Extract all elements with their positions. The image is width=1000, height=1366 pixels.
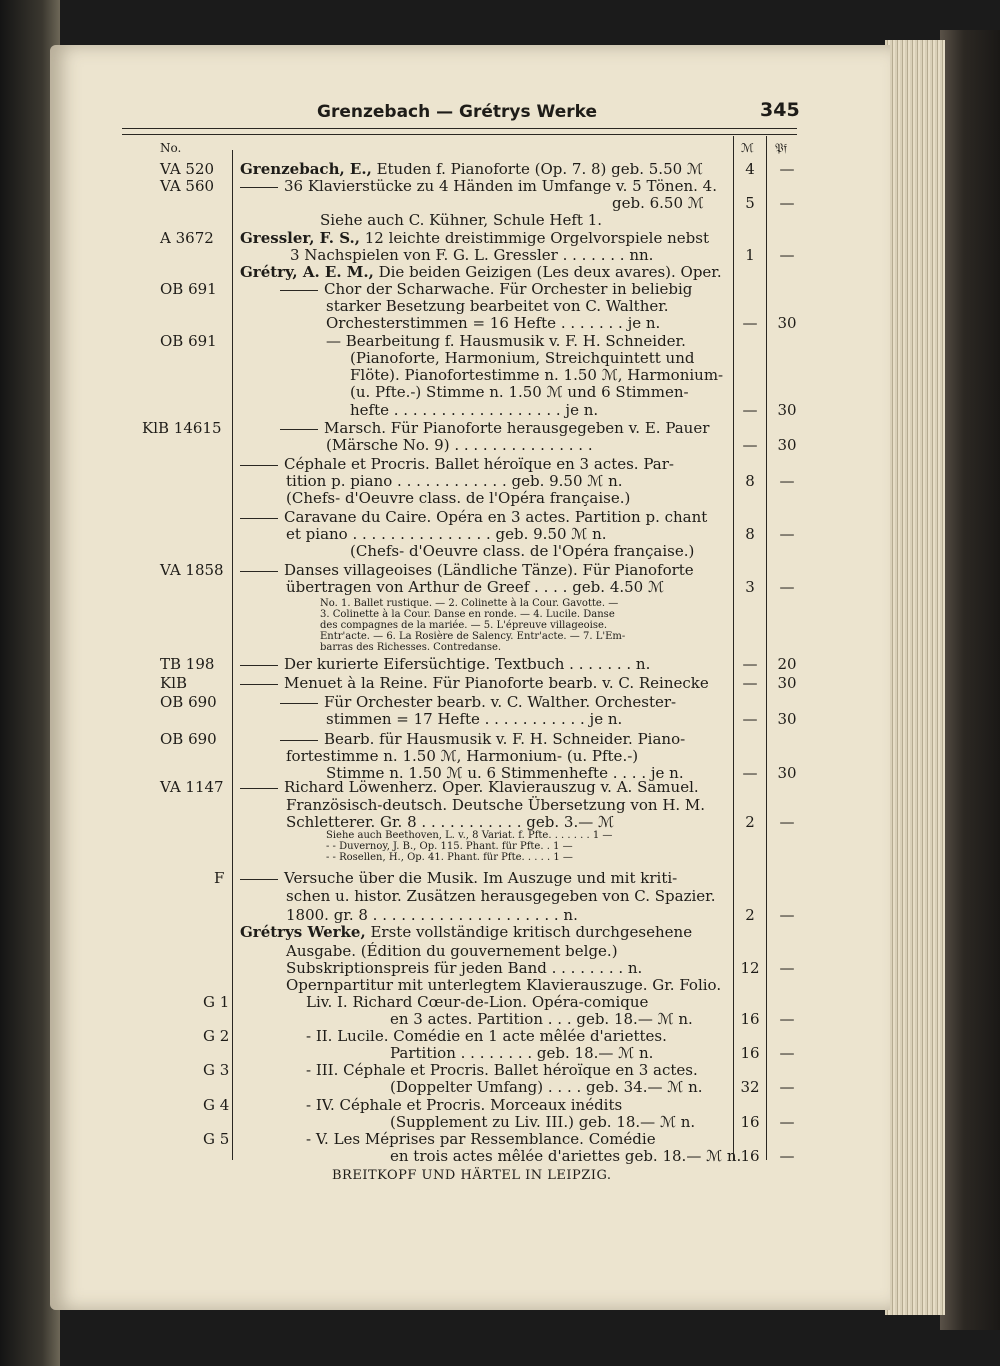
ditto-dash: [240, 879, 278, 880]
entry-line: [286, 814, 614, 830]
catalog-number: OB 690: [160, 730, 217, 748]
entry-line: [240, 456, 674, 472]
entry-text: - V. Les Méprises par Ressemblance. Comédie: [306, 1130, 656, 1148]
entry-line: [240, 281, 692, 297]
entry-text: Céphale et Procris. Ballet héroïque en 3 actes. Par-: [284, 455, 674, 473]
entry-line: [320, 212, 602, 228]
entry-text: - IV. Céphale et Procris. Morceaux inédits: [306, 1096, 623, 1114]
price-pf: —: [779, 1010, 795, 1028]
entry-line: [390, 1011, 693, 1027]
column-head-pf: 𝔓𝔣: [775, 141, 788, 155]
entry-text: en 3 actes. Partition . . . geb. 18.— ℳ n.: [390, 1010, 693, 1028]
entry-text: - - Rosellen, H., Op. 41. Phant. für Pfte. . . . . 1 —: [326, 852, 573, 863]
entry-line: [390, 1079, 703, 1095]
entry-text: Entr'acte. — 6. La Rosière de Salency. Entr'acte. — 7. L'Em-: [320, 631, 626, 642]
entry-text: übertragen von Arthur de Greef . . . . geb. 4.50 ℳ: [286, 578, 665, 596]
price-mark: 5: [745, 194, 755, 212]
entry-text: — Bearbeitung f. Hausmusik v. F. H. Schneider.: [326, 332, 686, 350]
entry-text: Partition . . . . . . . . geb. 18.— ℳ n.: [390, 1044, 654, 1062]
page-number: 345: [760, 99, 800, 121]
entry-text: Subskriptionspreis für jeden Band . . . . . . . . n.: [286, 959, 643, 977]
entry-line: [240, 178, 717, 194]
entry-line: [390, 1045, 653, 1061]
entry-text: Richard Löwenherz. Oper. Klavierauszug v. A. Samuel.: [284, 778, 699, 796]
entry-line: [390, 1148, 741, 1164]
entry-line: [240, 264, 722, 280]
entry-text: hefte . . . . . . . . . . . . . . . . . . je n.: [350, 401, 599, 419]
ditto-dash: [280, 740, 318, 741]
catalog-number: OB 690: [160, 693, 217, 711]
entry-text: schen u. histor. Zusätzen herausgegeben von C. Spazier.: [286, 887, 716, 905]
entry-text: 36 Klavierstücke zu 4 Händen im Umfange v. 5 Tönen. 4.: [284, 177, 717, 195]
entry-text: - - Duvernoy, J. B., Op. 115. Phant. für Pfte. . 1 —: [326, 841, 573, 852]
entry-text-with-heading: Grétrys Werke, Erste vollständige kritisch durchgesehene: [240, 923, 693, 941]
price-pf: —: [779, 813, 795, 831]
entry-line: [350, 543, 694, 559]
header-rule-top: [122, 128, 797, 129]
entry-text: Französisch-deutsch. Deutsche Übersetzung von H. M.: [286, 796, 706, 814]
entry-line: [240, 509, 707, 525]
price-pf: —: [779, 1113, 795, 1131]
entry-line: [240, 420, 709, 436]
entry-line: [286, 797, 705, 813]
entry-line: [240, 694, 676, 710]
price-pf: —: [779, 194, 795, 212]
entry-text: 3. Colinette à la Cour. Danse en ronde. — 4. Lucile. Danse: [320, 609, 615, 620]
ditto-dash: [240, 684, 278, 685]
price-mark: 32: [740, 1078, 760, 1096]
price-pf: —: [779, 246, 795, 264]
entry-line: [286, 579, 664, 595]
entry-text: stimmen = 17 Hefte . . . . . . . . . . . je n.: [326, 710, 623, 728]
price-pf: 30: [777, 764, 797, 782]
catalog-number: G 1: [203, 993, 230, 1011]
catalog-number: G 2: [203, 1027, 230, 1045]
price-pf: —: [779, 959, 795, 977]
price-pf: —: [779, 160, 795, 178]
entry-line: [326, 852, 573, 863]
entry-text: Ausgabe. (Édition du gouvernement belge.): [286, 942, 618, 960]
column-head-no: No.: [160, 141, 182, 155]
column-rule-pf: [766, 136, 767, 1160]
price-mark: 16: [740, 1147, 760, 1165]
catalog-number: A 3672: [160, 229, 214, 247]
price-mark: 8: [745, 472, 755, 490]
entry-text-with-heading: Gressler, F. S., 12 leichte dreistimmige Orgelvorspiele nebst: [240, 229, 709, 247]
entry-text-with-heading: Grenzebach, E., Etuden f. Pianoforte (Op. 7. 8) geb. 5.50 ℳ: [240, 160, 703, 178]
price-mark: 16: [740, 1010, 760, 1028]
entry-line: [390, 1114, 695, 1130]
price-mark: —: [742, 764, 758, 782]
entry-text: Danses villageoises (Ländliche Tänze). Für Pianoforte: [284, 561, 694, 579]
entry-text: fortestimme n. 1.50 ℳ, Harmonium- (u. Pfte.-): [286, 747, 639, 765]
ditto-dash: [240, 518, 278, 519]
column-rule-mark: [733, 136, 734, 1160]
entry-text: Siehe auch C. Kühner, Schule Heft 1.: [320, 211, 603, 229]
entry-line: [350, 350, 694, 366]
entry-text: tition p. piano . . . . . . . . . . . . geb. 9.50 ℳ n.: [286, 472, 623, 490]
ditto-dash: [280, 290, 318, 291]
entry-text: starker Besetzung bearbeitet von C. Walther.: [326, 297, 669, 315]
entry-line: [240, 870, 677, 886]
entry-line: [306, 1028, 667, 1044]
entry-line: [306, 1097, 622, 1113]
entry-line: [326, 298, 669, 314]
entry-text: Für Orchester bearb. v. C. Walther. Orchester-: [324, 693, 677, 711]
entry-line: [286, 526, 607, 542]
entry-text: (Doppelter Umfang) . . . . geb. 34.— ℳ n.: [390, 1078, 703, 1096]
price-mark: —: [742, 674, 758, 692]
entry-text: et piano . . . . . . . . . . . . . . . geb. 9.50 ℳ n.: [286, 525, 607, 543]
entry-line: [240, 779, 699, 795]
catalog-number: OB 691: [160, 332, 217, 350]
entry-line: [290, 247, 653, 263]
price-pf: —: [779, 1044, 795, 1062]
header-rule-bottom: [122, 134, 797, 135]
entry-line: [240, 675, 709, 691]
price-mark: 2: [745, 813, 755, 831]
entry-line: [326, 333, 686, 349]
entry-line: [240, 656, 650, 672]
catalog-number: F: [214, 869, 225, 887]
entry-text: (Märsche No. 9) . . . . . . . . . . . . . . .: [326, 436, 593, 454]
entry-line: [350, 367, 723, 383]
price-mark: 1: [745, 246, 755, 264]
entry-line: [240, 731, 685, 747]
entry-text: Versuche über die Musik. Im Auszuge und mit kriti-: [284, 869, 678, 887]
page-stack-edges: [885, 40, 945, 1315]
ditto-dash: [280, 703, 318, 704]
price-pf: —: [779, 1078, 795, 1096]
catalog-number: KlB 14615: [142, 419, 222, 437]
entry-text: Caravane du Caire. Opéra en 3 actes. Partition p. chant: [284, 508, 708, 526]
entry-text: Opernpartitur mit unterlegtem Klavierauszuge. Gr. Folio.: [286, 976, 722, 994]
entry-line: [350, 402, 598, 418]
entry-text: Siehe auch Beethoven, L. v., 8 Variat. f. Pfte. . . . . . . 1 —: [326, 830, 613, 841]
entry-line: [320, 642, 501, 653]
entry-line: [326, 437, 593, 453]
entry-line: [320, 598, 618, 609]
page-header-title: Grenzebach — Grétrys Werke: [317, 102, 597, 122]
entry-text: Flöte). Pianofortestimme n. 1.50 ℳ, Harmonium-: [350, 366, 724, 384]
entry-line: [306, 1131, 656, 1147]
price-pf: —: [779, 525, 795, 543]
price-pf: 30: [777, 710, 797, 728]
entry-text: Bearb. für Hausmusik v. F. H. Schneider. Piano-: [324, 730, 686, 748]
entry-text-with-heading: Grétry, A. E. M., Die beiden Geizigen (Les deux avares). Oper.: [240, 263, 722, 281]
entry-text: 3 Nachspielen von F. G. L. Gressler . . . . . . . nn.: [290, 246, 654, 264]
price-mark: 2: [745, 906, 755, 924]
ditto-dash: [240, 571, 278, 572]
entry-line: [306, 994, 648, 1010]
entry-text: (Chefs- d'Oeuvre class. de l'Opéra française.): [286, 489, 631, 507]
entry-text: barras des Richesses. Contredanse.: [320, 642, 502, 653]
entry-line: [326, 315, 660, 331]
publisher-footer: BREITKOPF UND HÄRTEL IN LEIPZIG.: [332, 1168, 612, 1183]
entry-line: [240, 161, 703, 177]
entry-text: Liv. I. Richard Cœur-de-Lion. Opéra-comique: [306, 993, 649, 1011]
price-mark: 16: [740, 1113, 760, 1131]
entry-text: Stimme n. 1.50 ℳ u. 6 Stimmenhefte . . . . je n.: [326, 764, 684, 782]
entry-text: en trois actes mêlée d'ariettes geb. 18.— ℳ n.: [390, 1147, 742, 1165]
entry-text: geb. 6.50 ℳ: [612, 194, 704, 212]
entry-line: [350, 384, 689, 400]
price-mark: 4: [745, 160, 755, 178]
entry-line: [326, 711, 622, 727]
entry-line: [306, 1062, 698, 1078]
entry-line: [240, 230, 709, 246]
price-mark: —: [742, 401, 758, 419]
price-mark: 16: [740, 1044, 760, 1062]
book-cover-edge: [940, 30, 1000, 1330]
ditto-dash: [280, 429, 318, 430]
price-mark: 8: [745, 525, 755, 543]
price-pf: —: [779, 1147, 795, 1165]
column-head-mark: ℳ: [741, 141, 754, 155]
catalog-number: G 5: [203, 1130, 230, 1148]
entry-line: [326, 830, 612, 841]
entry-line: [320, 609, 615, 620]
price-pf: —: [779, 578, 795, 596]
catalog-number: VA 520: [160, 160, 215, 178]
entry-text: - III. Céphale et Procris. Ballet héroïque en 3 actes.: [306, 1061, 698, 1079]
entry-text: des compagnes de la mariée. — 5. L'épreuve villageoise.: [320, 620, 608, 631]
entry-text: Der kurierte Eifersüchtige. Textbuch . . . . . . . n.: [284, 655, 651, 673]
entry-text: (Chefs- d'Oeuvre class. de l'Opéra française.): [350, 542, 695, 560]
catalog-number: OB 691: [160, 280, 217, 298]
entry-text: (u. Pfte.-) Stimme n. 1.50 ℳ und 6 Stimmen-: [350, 383, 689, 401]
entry-line: [286, 888, 715, 904]
entry-line: [326, 841, 573, 852]
entry-line: [286, 473, 623, 489]
price-pf: 20: [777, 655, 797, 673]
entry-line: [612, 195, 704, 211]
price-mark: 3: [745, 578, 755, 596]
price-mark: —: [742, 710, 758, 728]
price-pf: —: [779, 472, 795, 490]
entry-line: [286, 490, 630, 506]
catalog-number: G 4: [203, 1096, 230, 1114]
entry-line: [286, 960, 642, 976]
catalog-number: G 3: [203, 1061, 230, 1079]
entry-text: Orchesterstimmen = 16 Hefte . . . . . . . je n.: [326, 314, 661, 332]
entry-text: (Supplement zu Liv. III.) geb. 18.— ℳ n.: [390, 1113, 696, 1131]
entry-text: Menuet à la Reine. Für Pianoforte bearb. v. C. Reinecke: [284, 674, 709, 692]
entry-line: [240, 562, 694, 578]
ditto-dash: [240, 665, 278, 666]
price-mark: —: [742, 436, 758, 454]
price-pf: —: [779, 906, 795, 924]
ditto-dash: [240, 465, 278, 466]
entry-text: No. 1. Ballet rustique. — 2. Colinette à la Cour. Gavotte. —: [320, 598, 619, 609]
price-pf: 30: [777, 436, 797, 454]
price-pf: 30: [777, 401, 797, 419]
price-pf: 30: [777, 674, 797, 692]
catalog-number: VA 1147: [160, 778, 224, 796]
price-mark: —: [742, 655, 758, 673]
entry-text: - II. Lucile. Comédie en 1 acte mêlée d'ariettes.: [306, 1027, 667, 1045]
ditto-dash: [240, 187, 278, 188]
ditto-dash: [240, 788, 278, 789]
entry-line: [320, 620, 607, 631]
entry-text: Marsch. Für Pianoforte herausgegeben v. E. Pauer: [324, 419, 710, 437]
entry-text: 1800. gr. 8 . . . . . . . . . . . . . . . . . . . . n.: [286, 906, 578, 924]
entry-line: [286, 907, 578, 923]
entry-line: [320, 631, 625, 642]
price-mark: 12: [740, 959, 760, 977]
entry-text: Schletterer. Gr. 8 . . . . . . . . . . . geb. 3.— ℳ: [286, 813, 615, 831]
catalog-number: VA 560: [160, 177, 215, 195]
catalog-number: TB 198: [160, 655, 215, 673]
catalog-number: KlB: [160, 674, 188, 692]
entry-text: (Pianoforte, Harmonium, Streichquintett und: [350, 349, 695, 367]
price-pf: 30: [777, 314, 797, 332]
column-rule-left: [232, 150, 233, 1160]
entry-line: [286, 977, 721, 993]
entry-line: [286, 943, 618, 959]
entry-line: [240, 924, 692, 940]
catalog-number: VA 1858: [160, 561, 224, 579]
price-mark: —: [742, 314, 758, 332]
entry-line: [286, 748, 638, 764]
entry-text: Chor der Scharwache. Für Orchester in beliebig: [324, 280, 693, 298]
